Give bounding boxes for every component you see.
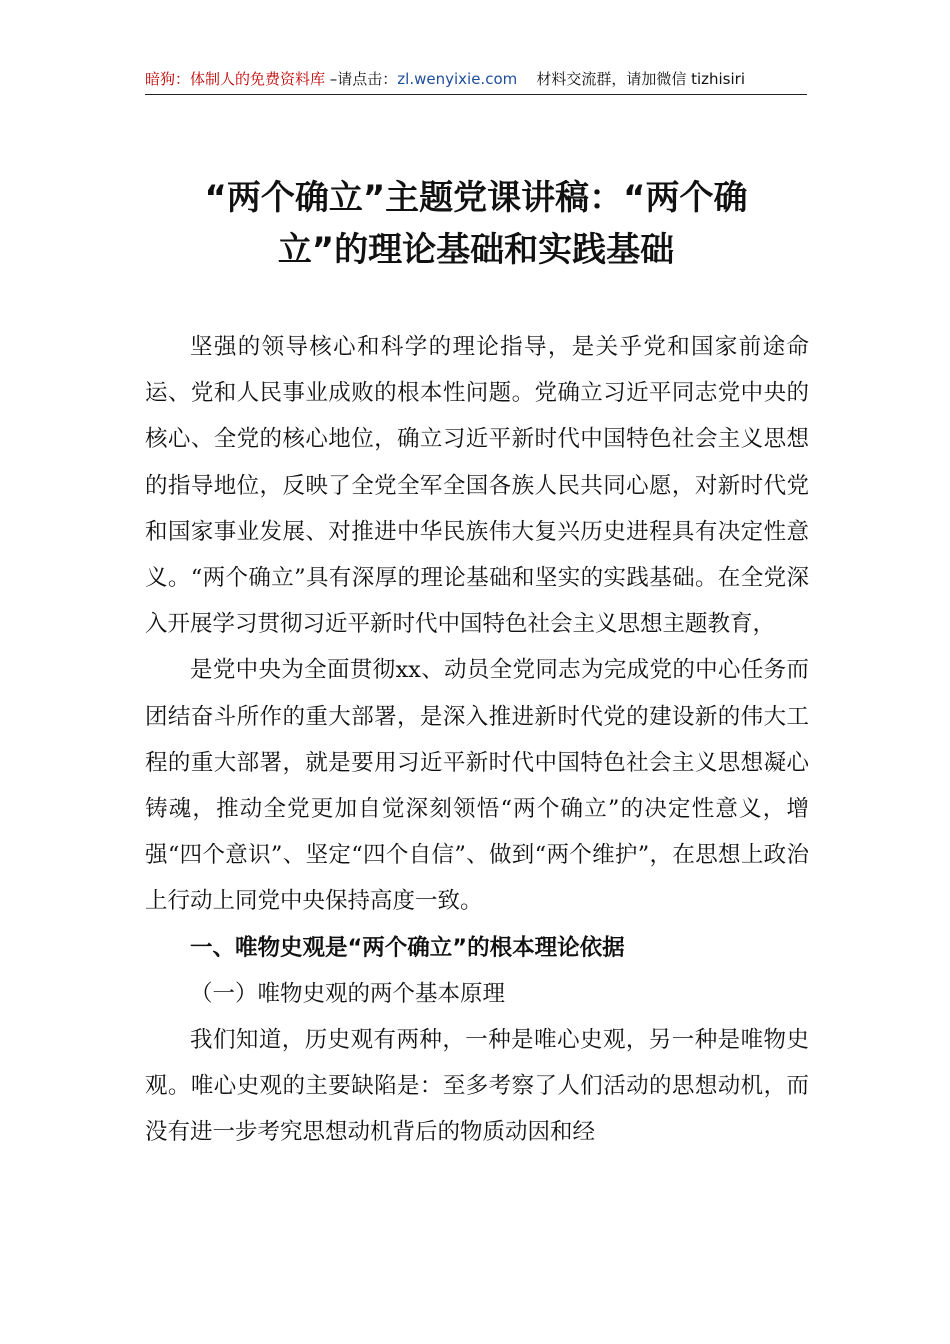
title-line-2: 立”的理论基础和实践基础 [277, 230, 675, 270]
header-group-label: 材料交流群，请加微信 tizhisiri [536, 70, 745, 88]
section-heading-1: 一、唯物史观是“两个确立”的根本理论依据 [190, 934, 625, 961]
document-body [145, 324, 809, 1156]
paragraph-1: 坚强的领导核心和科学的理论指导，是关乎党和国家前途命运、党和人民事业成败的根本性问题。党确立习近平同志党中央的核心、全党的核心地位，确立习近平新时代中国特色社会主义思想的指导地位，反映了全党全军全国各族人民共同心愿，对新时代党和国家事业发展、对推进中华民族伟大复兴历史进程具有决定性意义。“两个确立”具有深厚的理论基础和坚实的实践基础。在全党深入开展学习贯彻习近平新时代中国特色社会主义思想主题教育， [145, 334, 809, 638]
header-url-link[interactable]: zl.wenyixie.com [397, 70, 518, 88]
title-line-1: “两个确立”主题党课讲稿：“两个确 [204, 178, 748, 218]
document-title [145, 172, 807, 276]
subsection-heading-1: （一）唯物史观的两个基本原理 [190, 980, 506, 1007]
page-header [145, 68, 807, 95]
header-click-label: –请点击： [325, 70, 398, 88]
header-site-label: 暗狗：体制人的免费资料库 [145, 70, 326, 88]
paragraph-2: 是党中央为全面贯彻xx、动员全党同志为完成党的中心任务而团结奋斗所作的重大部署，是深入推进新时代党的建设新的伟大工程的重大部署，就是要用习近平新时代中国特色社会主义思想凝心铸魂，推动全党更加自觉深刻领悟“两个确立”的决定性意义，增强“四个意识”、坚定“四个自信”、做到“两个维护”，在思想上政治上行动上同党中央保持高度一致。 [145, 657, 809, 915]
paragraph-3: 我们知道，历史观有两种，一种是唯心史观，另一种是唯物史观。唯心史观的主要缺陷是：至多考察了人们活动的思想动机，而没有进一步考究思想动机背后的物质动因和经 [145, 1027, 809, 1146]
